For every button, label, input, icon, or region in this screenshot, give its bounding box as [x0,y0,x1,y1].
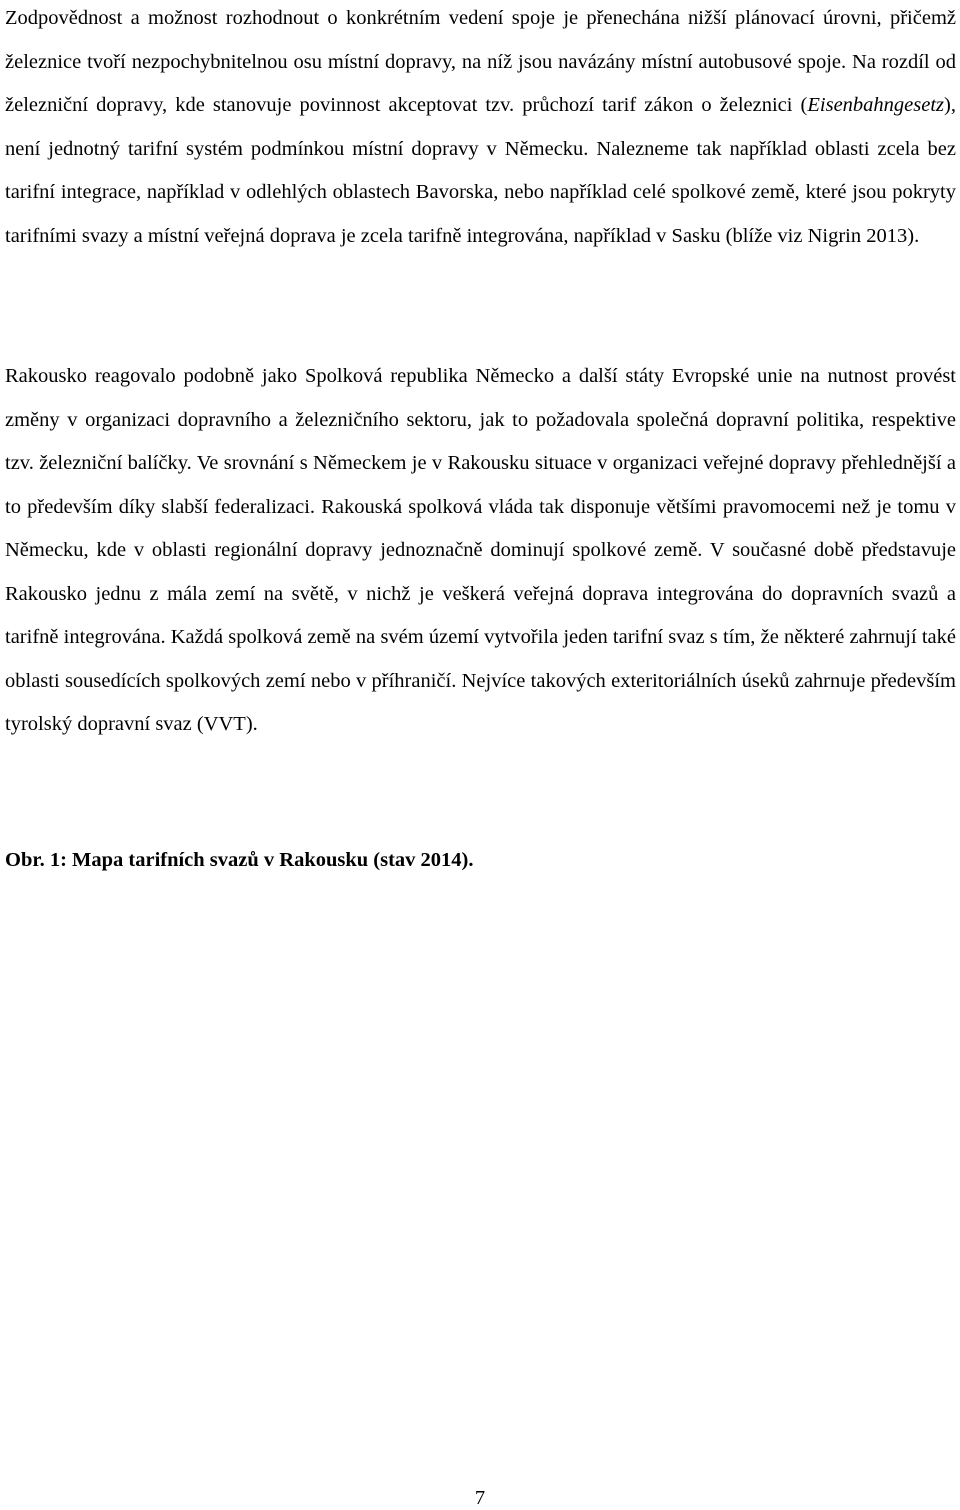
paragraph-1-text-b: ), není jednotný tarifní systém podmínkou místní dopravy v Německu. Nalezneme tak například oblasti zcela bez tarifní integrace, například v odlehlých oblastech Bavorska, nebo například celé spolkové země, které jsou pokryty tarifními svazy a místní veřejná doprava je zcela tarifně integrována, například v Sasku (blíže viz Nigrin 2013). [5,94,956,247]
italic-term: Eisenbahngesetz [807,94,945,116]
figure-caption: Obr. 1: Mapa tarifních svazů v Rakousku (stav 2014). [5,849,474,871]
paragraph-1-text-a: Zodpovědnost a možnost rozhodnout o konkrétním vedení spoje je přenechána nižší plánovací úrovni, přičemž železnice tvoří nezpochybnitelnou osu místní dopravy, na níž jsou navázány místní autobusové spoje. Na rozdíl od železniční dopravy, kde stanovuje povinnost akceptovat tzv. průchozí tarif zákon o železnici ( [5,7,956,116]
page-number: 7 [474,1487,486,1509]
paragraph-1 [5,0,956,258]
paragraph-2: Rakousko reagovalo podobně jako Spolková republika Německo a další státy Evropské unie na nutnost provést změny v organizaci dopravního a železničního sektoru, jak to požadovala společná dopravní politika, respektive tzv. železniční balíčky. Ve srovnání s Německem je v Rakousku situace v organizaci veřejné dopravy přehlednější a to především díky slabší federalizaci. Rakouská spolková vláda tak disponuje většími pravomocemi než je tomu v Německu, kde v oblasti regionální dopravy jednoznačně dominují spolkové země. V současné době představuje Rakousko jednu z mála zemí na světě, v nichž je veškerá veřejná doprava integrována do dopravních svazů a tarifně integrována. Každá spolková země na svém území vytvořila jeden tarifní svaz s tím, že některé zahrnují také oblasti sousedících spolkových zemí nebo v příhraničí. Nejvíce takových exteritoriálních úseků zahrnuje především tyrolský dopravní svaz (VVT). [5,365,956,735]
